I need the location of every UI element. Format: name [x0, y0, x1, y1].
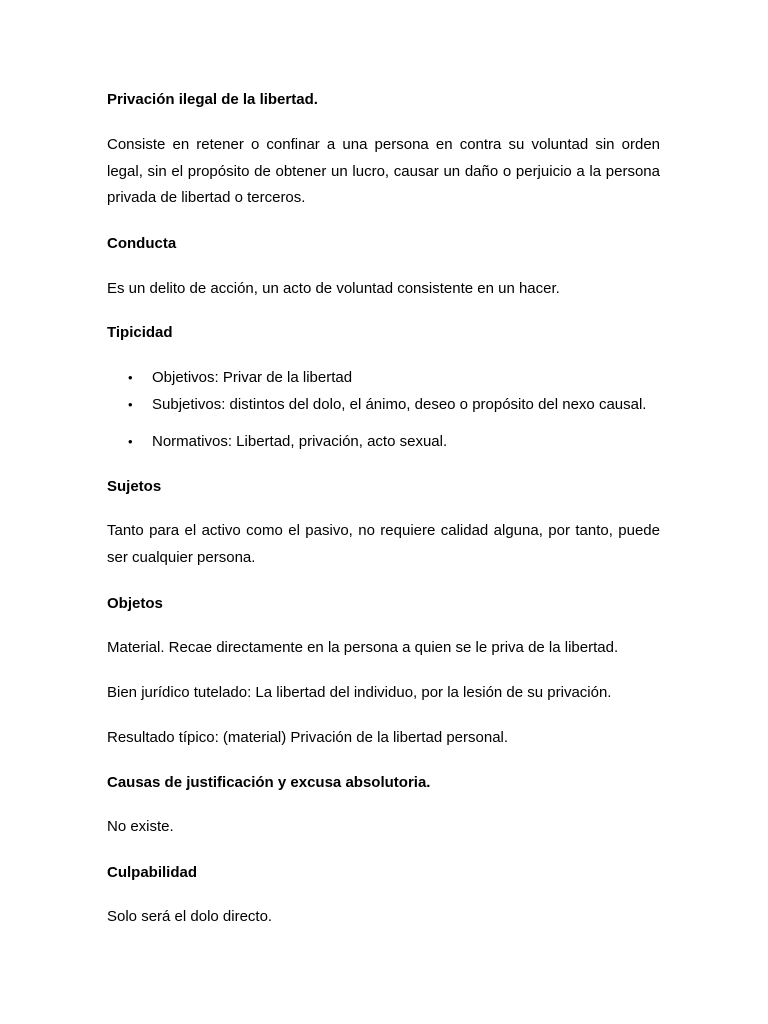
- bullet-icon: •: [128, 370, 133, 385]
- sujetos-text: Tanto para el activo como el pasivo, no requiere calidad alguna, por tanto, puede ser cualquier persona.: [107, 522, 660, 566]
- objetos-material: Material. Recae directamente en la persona a quien se le priva de la libertad.: [107, 639, 619, 656]
- culpabilidad-heading: Culpabilidad: [107, 864, 197, 881]
- conducta-text: Es un delito de acción, un acto de voluntad consistente en un hacer.: [107, 280, 560, 297]
- conducta-heading: Conducta: [107, 235, 177, 252]
- document-title: Privación ilegal de la libertad.: [107, 91, 318, 108]
- bullet-text: Subjetivos: distintos del dolo, el ánimo, deseo o propósito del nexo causal.: [152, 396, 647, 413]
- causas-heading: Causas de justificación y excusa absolutoria.: [107, 774, 431, 791]
- objetos-heading: Objetos: [107, 595, 163, 612]
- bullet-icon: •: [128, 397, 133, 412]
- sujetos-heading: Sujetos: [107, 478, 162, 495]
- bullet-icon: •: [128, 434, 133, 449]
- causas-text: No existe.: [107, 818, 174, 835]
- intro-paragraph: Consiste en retener o confinar a una persona en contra su voluntad sin orden legal, sin el propósito de obtener un lucro, causar un daño o perjuicio a la persona privada de libertad o terceros.: [107, 136, 660, 206]
- culpabilidad-text: Solo será el dolo directo.: [107, 908, 273, 925]
- objetos-bien-juridico: Bien jurídico tutelado: La libertad del individuo, por la lesión de su privación.: [107, 684, 612, 701]
- bullet-text: Normativos: Libertad, privación, acto sexual.: [152, 433, 448, 450]
- bullet-text: Objetivos: Privar de la libertad: [152, 369, 353, 386]
- tipicidad-heading: Tipicidad: [107, 324, 173, 341]
- objetos-resultado: Resultado típico: (material) Privación de la libertad personal.: [107, 729, 509, 746]
